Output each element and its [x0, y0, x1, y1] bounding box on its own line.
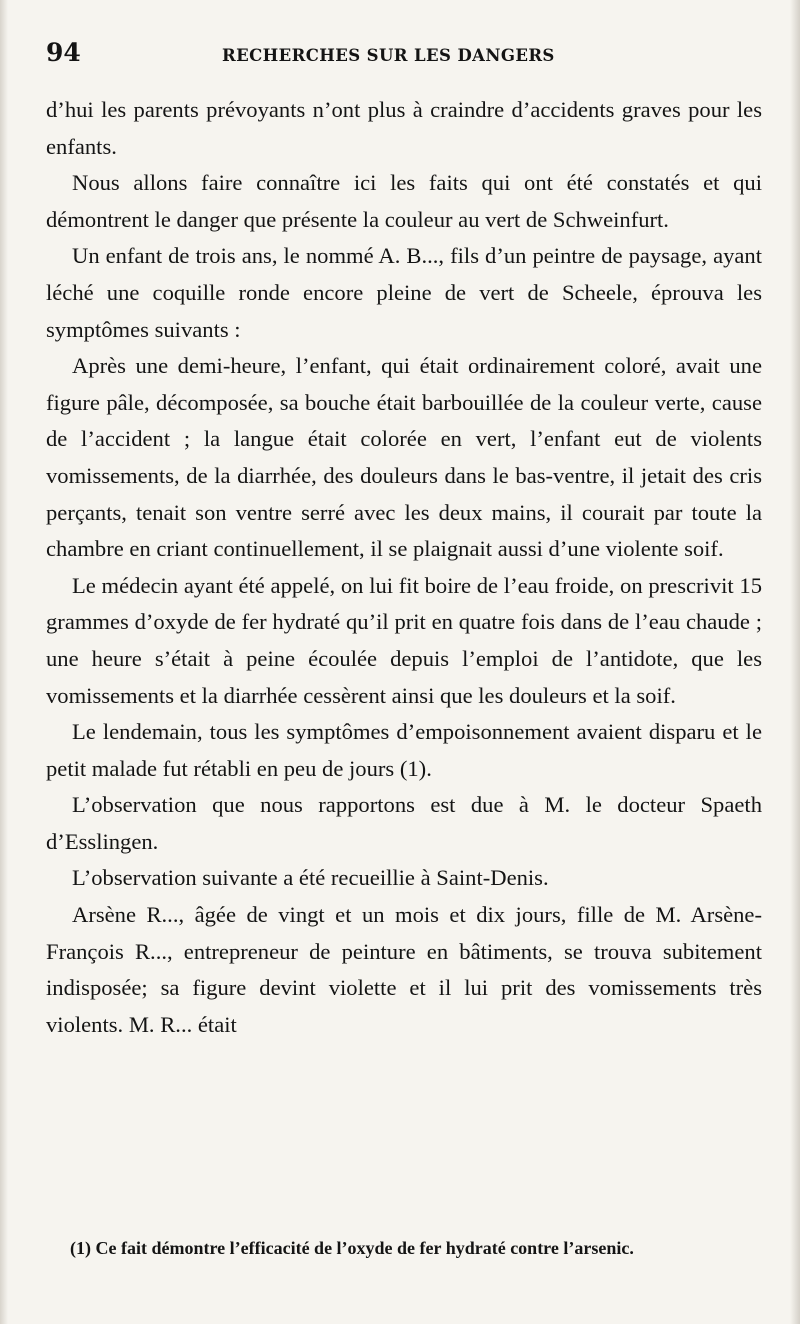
paragraph: L’observation que nous rapportons est due à M. le docteur Spaeth d’Esslingen.: [46, 792, 762, 854]
paragraph: Nous allons faire connaître ici les faits qui ont été constatés et qui démontrent le danger que présente la couleur au vert de Schweinfurt.: [46, 170, 762, 232]
paragraph: L’observation suivante a été recueillie à Saint-Denis.: [72, 865, 549, 891]
paragraph: Le lendemain, tous les symptômes d’empoisonnement avaient disparu et le petit malade fut rétabli en peu de jours (1).: [46, 719, 762, 781]
body-text: [46, 92, 762, 1043]
page-header: [46, 38, 762, 78]
footnote: (1) Ce fait démontre l’efficacité de l’oxyde de fer hydraté contre l’arsenic.: [70, 1238, 634, 1258]
running-head: RECHERCHES SUR LES DANGERS: [222, 46, 555, 65]
paragraph: Un enfant de trois ans, le nommé A. B..., fils d’un peintre de paysage, ayant léché une coquille ronde encore pleine de vert de Scheele, éprouva les symptômes suivants :: [46, 243, 762, 342]
page-number: 94: [46, 38, 81, 67]
page-edge-shadow-right: [790, 0, 800, 1324]
paragraph: Le médecin ayant été appelé, on lui fit boire de l’eau froide, on prescrivit 15 grammes d’oxyde de fer hydraté qu’il prit en quatre fois dans de l’eau chaude ; une heure s’était à peine écoulée depuis l’emploi de l’antidote, que les vomissements et la diarrhée cessèrent ainsi que les douleurs et la soif.: [46, 572, 762, 708]
page-edge-shadow-left: [0, 0, 8, 1324]
paragraph: Après une demi-heure, l’enfant, qui était ordinairement coloré, avait une figure pâle, décomposée, sa bouche était barbouillée de la couleur verte, cause de l’accident ; la langue était colorée en vert, l’enfant eut de violents vomissements, de la diarrhée, des douleurs dans le bas-ventre, il jetait des cris perçants, tenait son ventre serré avec les deux mains, il courait par toute la chambre en criant continuellement, il se plaignait aussi d’une violente soif.: [46, 353, 762, 562]
paragraph: Arsène R..., âgée de vingt et un mois et dix jours, fille de M. Arsène-François R..., entrepreneur de peinture en bâtiments, se trouva subitement indisposée; sa figure devint violette et il lui prit des vomissements très violents. M. R... était: [46, 902, 762, 1037]
paragraph: d’hui les parents prévoyants n’ont plus à craindre d’accidents graves pour les enfants.: [46, 97, 762, 159]
